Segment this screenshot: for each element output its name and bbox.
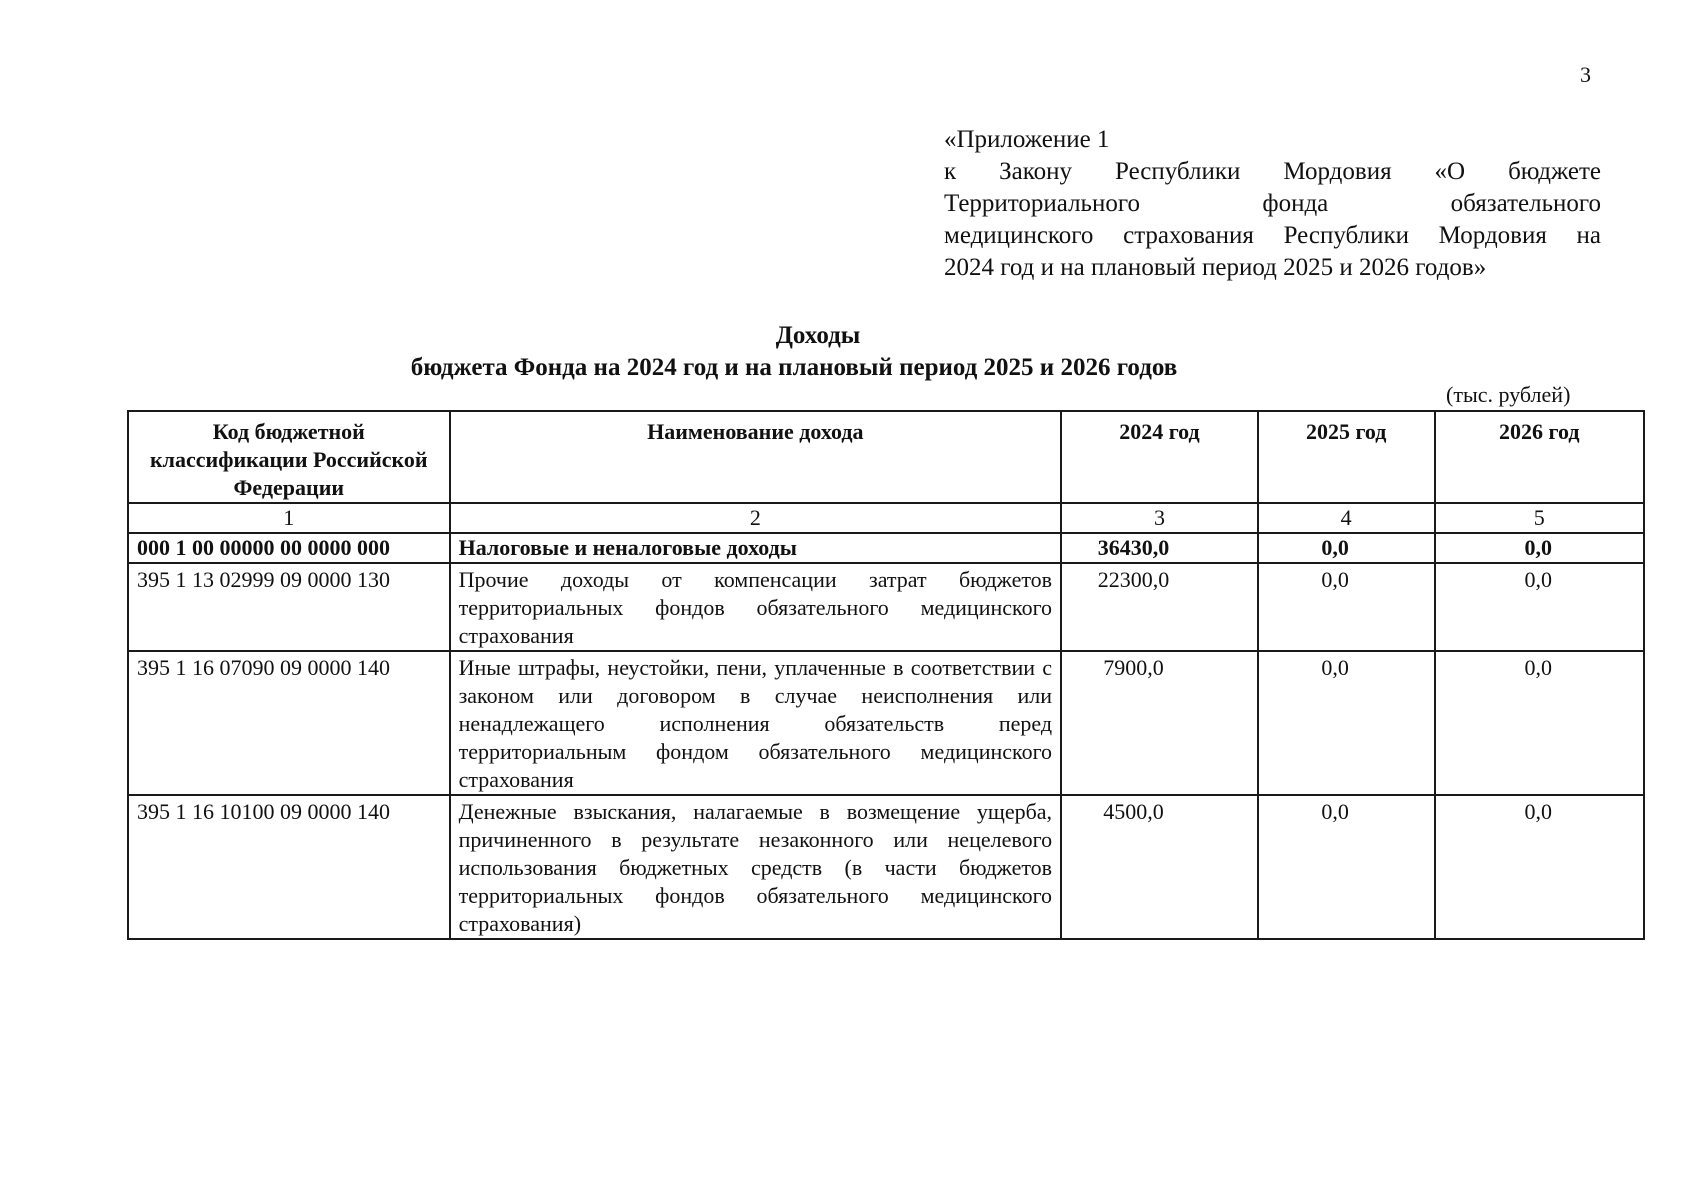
row-value-2026: 0,0	[1435, 563, 1645, 651]
row-code: 395 1 16 10100 09 0000 140	[128, 795, 450, 939]
row-value-2026: 0,0	[1435, 651, 1645, 795]
row-value-2025: 0,0	[1258, 651, 1435, 795]
column-number: 4	[1258, 503, 1435, 533]
column-number: 5	[1435, 503, 1645, 533]
units-note: (тыс. рублей)	[1446, 382, 1571, 407]
column-number: 2	[450, 503, 1061, 533]
row-value-2025: 0,0	[1258, 533, 1435, 563]
table-header-row	[128, 411, 1644, 503]
document-subtitle: бюджета Фонда на 2024 год и на плановый период 2025 и 2026 годов	[410, 354, 1178, 381]
header-2024: 2024 год	[1061, 411, 1258, 503]
appendix-line: медицинского страхования Республики Мордовия на	[944, 222, 1601, 249]
document-title: Доходы	[775, 322, 861, 349]
row-name: Иные штрафы, неустойки, пени, уплаченные в соответствии с законом или договором в случае неисполнения или ненадлежащего исполнения обязательств перед территориальным фондом обязательного медицинского страхования	[450, 651, 1061, 795]
appendix-line: 2024 год и на плановый период 2025 и 2026 годов»	[944, 254, 1487, 281]
row-value-2026: 0,0	[1435, 795, 1645, 939]
header-2025: 2025 год	[1258, 411, 1435, 503]
table-row	[128, 795, 1644, 939]
table-row	[128, 651, 1644, 795]
revenue-table	[127, 410, 1645, 940]
row-value-2025: 0,0	[1258, 563, 1435, 651]
column-number-row	[128, 503, 1644, 533]
row-value-2026: 0,0	[1435, 533, 1645, 563]
table-row	[128, 533, 1644, 563]
appendix-line: «Приложение 1	[944, 126, 1110, 153]
row-value-2025: 0,0	[1258, 795, 1435, 939]
row-value-2024: 7900,0	[1061, 651, 1258, 795]
column-number: 1	[128, 503, 450, 533]
header-code: Код бюджетной классификации Российской Федерации	[128, 411, 450, 503]
appendix-line: Территориального фонда обязательного	[944, 190, 1601, 217]
column-number: 3	[1061, 503, 1258, 533]
row-name: Денежные взыскания, налагаемые в возмещение ущерба, причиненного в результате незаконного или нецелевого использования бюджетных средств (в части бюджетов территориальных фондов обязательного медицинского страхования)	[450, 795, 1061, 939]
row-code: 395 1 16 07090 09 0000 140	[128, 651, 450, 795]
row-name: Прочие доходы от компенсации затрат бюджетов территориальных фондов обязательного медицинского страхования	[450, 563, 1061, 651]
row-value-2024: 22300,0	[1061, 563, 1258, 651]
row-value-2024: 4500,0	[1061, 795, 1258, 939]
appendix-line: к Закону Республики Мордовия «О бюджете	[944, 158, 1601, 185]
page-number: 3	[1580, 62, 1591, 87]
row-value-2024: 36430,0	[1061, 533, 1258, 563]
header-name: Наименование дохода	[450, 411, 1061, 503]
row-code: 000 1 00 00000 00 0000 000	[128, 533, 450, 563]
header-2026: 2026 год	[1435, 411, 1645, 503]
appendix-header	[944, 124, 1601, 284]
table-row	[128, 563, 1644, 651]
row-code: 395 1 13 02999 09 0000 130	[128, 563, 450, 651]
row-name: Налоговые и неналоговые доходы	[450, 533, 1061, 563]
